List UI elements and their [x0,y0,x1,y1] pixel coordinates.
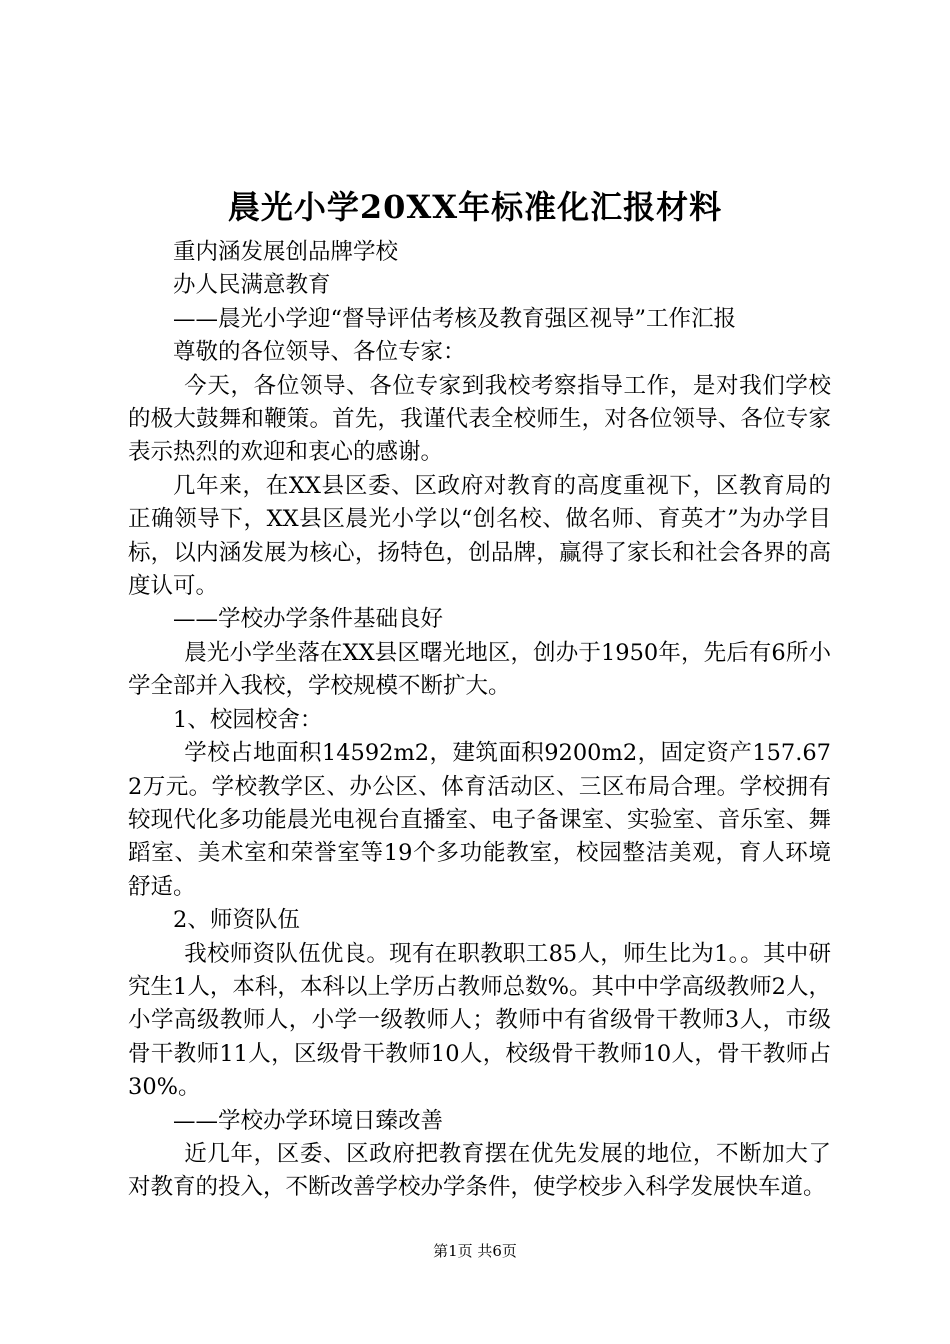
paragraph-1: 重内涵发展创品牌学校 [173,239,399,265]
paragraph-10: 近几年，区委、区政府把教育摆在优先发展的地位，不断加大了对教育的投入，不断改善学校办学条件，使学校步入科学发展快车道。 [128,1140,831,1201]
paragraph-9: 我校师资队伍优良。现有在职教职工85人，师生比为1。。其中研究生1人，本科，本科以上学历占教师总数%。其中中学高级教师2人，小学高级教师人，小学一级教师人；教师中有省级骨干教师3人，市级骨干教师11人，区级骨干教师10人，校级骨干教师10人，骨干教师占30%。 [128,940,831,1101]
paragraph-5: 今天，各位领导、各位专家到我校考察指导工作，是对我们学校的极大鼓舞和鞭策。首先，我谨代表全校师生，对各位领导、各位专家表示热烈的欢迎和衷心的感谢。 [128,372,831,466]
document-title: 晨光小学20XX年标准化汇报材料 [227,188,723,226]
subheading-2: 2、师资队伍 [173,907,300,934]
paragraph-8: 学校占地面积14592m2，建筑面积9200m2，固定资产157.672万元。学校教学区、办公区、体育活动区、三区布局合理。学校拥有较现代化多功能晨光电视台直播室、电子备课室、实验室、音乐室、舞蹈室、美术室和荣誉室等19个多功能教室，校园整洁美观，育人环境舒适。 [128,740,831,900]
paragraph-6: 几年来，在XX县区委、区政府对教育的高度重视下，区教育局的正确领导下，XX县区晨光小学以“创名校、做名师、育英才”为办学目标，以内涵发展为核心，扬特色，创品牌，赢得了家长和社会各界的高度认可。 [128,472,831,600]
paragraph-4: 尊敬的各位领导、各位专家： [173,339,466,366]
paragraph-7: 晨光小学坐落在XX县区曙光地区，创办于1950年，先后有6所小学全部并入我校，学校规模不断扩大。 [128,639,831,700]
subheading-1: 1、校园校舍： [173,706,323,733]
paragraph-3: ——晨光小学迎“督导评估考核及教育强区视导”工作汇报 [173,305,737,332]
section-heading-2: ——学校办学环境日臻改善 [173,1107,444,1134]
paragraph-2: 办人民满意教育 [173,272,331,299]
document-body [128,236,831,1205]
section-heading-1: ——学校办学条件基础良好 [173,606,444,633]
page-number-footer: 第1页 共6页 [433,1242,517,1260]
